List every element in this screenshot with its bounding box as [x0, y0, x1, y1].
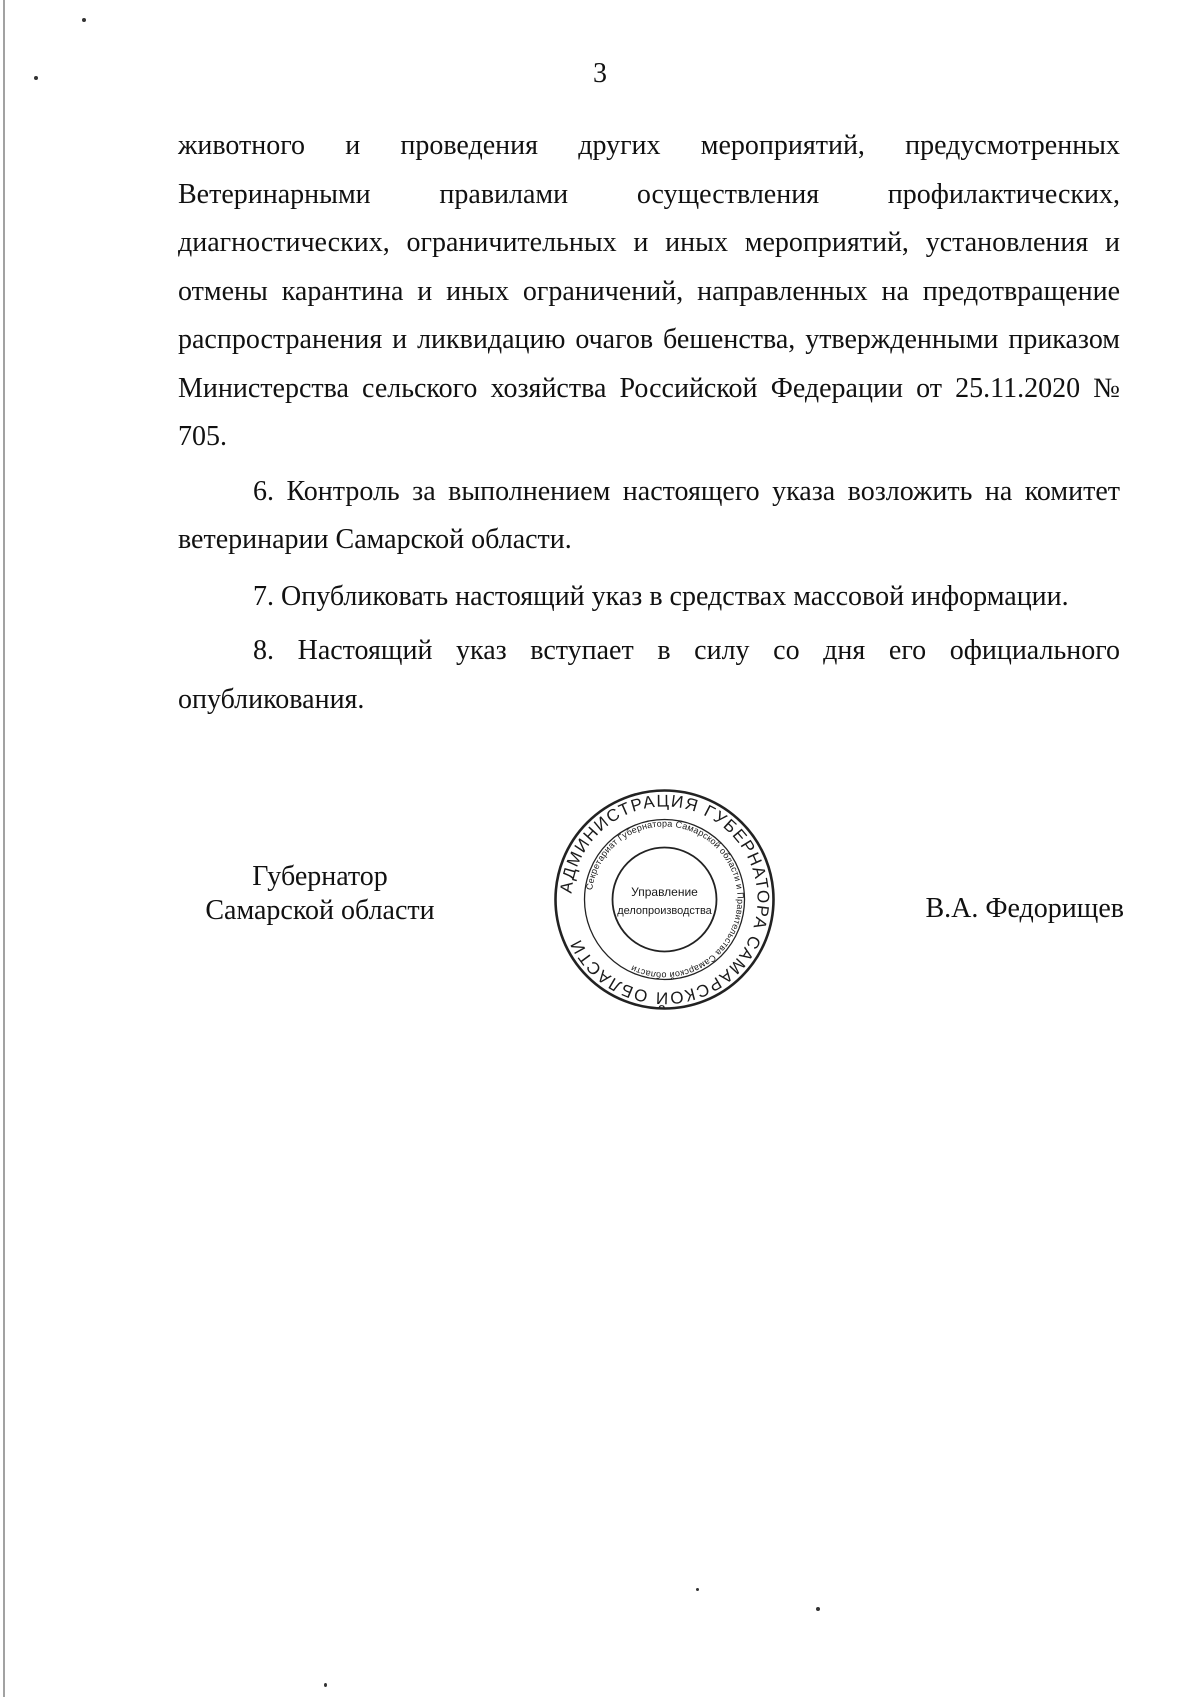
stamp-inner-text: Секретариат Губернатора Самарской области и Правительства Самарской области — [584, 818, 746, 981]
paragraph-continuation: животного и проведения других мероприятий, предусмотренных Ветеринарными правилами осуществления профилактических, диагностических, ограничительных и иных мероприятий, установления и отмены карантина и иных ограничений, направленных на предотвращение распространения и ликвидацию очагов бешенства, утвержденными приказом Министерства сельского хозяйства Российской Федерации от 25.11.2020 № 705. — [178, 130, 1120, 452]
scan-speck — [696, 1588, 699, 1591]
signatory-name: В.А. Федорищев — [925, 893, 1124, 924]
paragraph-7: 7. Опубликовать настоящий указ в средствах массовой информации. — [253, 580, 1069, 612]
official-stamp — [552, 787, 777, 1012]
official-stamp-graphic — [552, 787, 777, 1012]
scan-speck — [82, 18, 86, 22]
stamp-center-line2: делопроизводства — [617, 905, 712, 917]
scan-left-edge — [3, 0, 5, 1697]
signatory-title-line1: Губернатор — [252, 861, 388, 892]
document-body — [178, 122, 1120, 724]
signatory-title-line2: Самарской области — [205, 895, 435, 926]
stamp-outer-text: АДМИНИСТРАЦИЯ ГУБЕРНАТОРА САМАРСКОЙ ОБЛАСТИ — [556, 791, 773, 1008]
paragraph-6: 6. Контроль за выполнением настоящего указа возложить на комитет ветеринарии Самарской области. — [178, 475, 1120, 555]
page-number: 3 — [593, 58, 607, 89]
scan-speck — [324, 1683, 327, 1687]
stamp-center-line1: Управление — [631, 885, 698, 899]
paragraph-8: 8. Настоящий указ вступает в силу со дня его официального опубликования. — [178, 635, 1120, 715]
scan-speck — [816, 1607, 820, 1611]
signatory-title — [190, 860, 450, 928]
